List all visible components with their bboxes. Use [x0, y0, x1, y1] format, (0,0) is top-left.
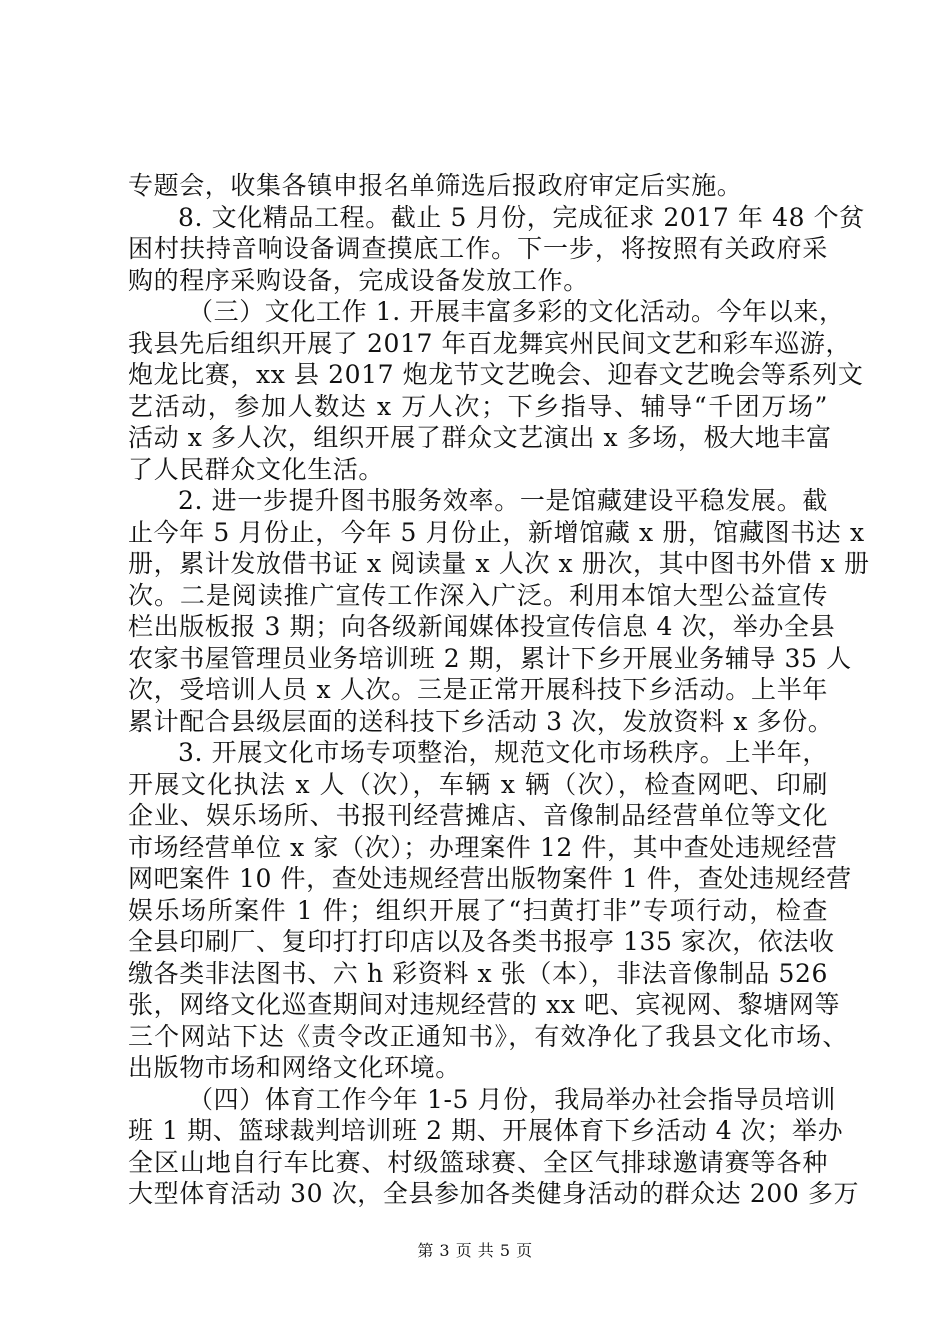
text-line: 次，受培训人员 x 人次。三是正常开展科技下乡活动。上半年 [128, 675, 828, 704]
text-line: 农家书屋管理员业务培训班 2 期，累计下乡开展业务辅导 35 人 [128, 643, 852, 673]
text-line: 次。二是阅读推广宣传工作深入广泛。利用本馆大型公益宣传 [128, 580, 828, 610]
text-line: 栏出版板报 3 期；向各级新闻媒体投宣传信息 4 次，举办全县 [128, 612, 836, 641]
text-line: 三个网站下达《责令改正通知书》，有效净化了我县文化市场、 [128, 1021, 848, 1051]
text-line: （四）体育工作今年 1-5 月份，我局举办社会指导员培训 [188, 1084, 836, 1114]
page-number-footer: 第 3 页 共 5 页 [417, 1241, 533, 1260]
text-line: 活动 x 多人次，组织开展了群众文艺演出 x 多场，极大地丰富 [128, 423, 832, 452]
text-line: 册，累计发放借书证 x 阅读量 x 人次 x 册次，其中图书外借 x 册 [128, 549, 870, 578]
text-line: 炮龙比赛，xx 县 2017 炮龙节文艺晚会、迎春文艺晚会等系列文 [128, 360, 864, 389]
text-line: 累计配合县级层面的送科技下乡活动 3 次，发放资料 x 多份。 [128, 706, 834, 736]
text-line: 网吧案件 10 件，查处违规经营出版物案件 1 件，查处违规经营 [128, 864, 852, 893]
text-line: 班 1 期、篮球裁判培训班 2 期、开展体育下乡活动 4 次；举办 [128, 1116, 844, 1145]
text-line: 了人民群众文化生活。 [128, 454, 385, 484]
text-line: 止今年 5 月份止，今年 5 月份止，新增馆藏 x 册，馆藏图书达 x [128, 517, 865, 547]
text-line: 市场经营单位 x 家（次）；办理案件 12 件，其中查处违规经营 [128, 832, 838, 862]
text-line: 专题会，收集各镇申报名单筛选后报政府审定后实施。 [128, 171, 743, 200]
text-line: 出版物市场和网络文化环境。 [128, 1053, 461, 1082]
document-body [128, 170, 870, 1210]
text-line: 购的程序采购设备，完成设备发放工作。 [128, 265, 589, 295]
text-line: 缴各类非法图书、六 h 彩资料 x 张（本），非法音像制品 526 [128, 958, 828, 988]
text-line: 全区山地自行车比赛、村级篮球赛、全区气排球邀请赛等各种 [128, 1147, 828, 1177]
text-line: 2. 进一步提升图书服务效率。一是馆藏建设平稳发展。截 [178, 486, 828, 515]
text-line: 张，网络文化巡查期间对违规经营的 xx 吧、宾视网、黎塘网等 [128, 990, 841, 1019]
text-line: 艺活动，参加人数达 x 万人次；下乡指导、辅导“千团万场” [128, 391, 828, 421]
text-line: 大型体育活动 30 次，全县参加各类健身活动的群众达 200 多万 [128, 1179, 860, 1208]
text-line: 8. 文化精品工程。截止 5 月份，完成征求 2017 年 48 个贫 [178, 202, 865, 232]
text-line: 娱乐场所案件 1 件；组织开展了“扫黄打非”专项行动，检查 [128, 895, 828, 925]
text-line: 企业、娱乐场所、书报刊经营摊店、音像制品经营单位等文化 [128, 801, 828, 830]
text-line: 3. 开展文化市场专项整治，规范文化市场秩序。上半年， [178, 738, 828, 767]
text-line: 开展文化执法 x 人（次），车辆 x 辆（次），检查网吧、印刷 [128, 769, 828, 799]
text-line: 我县先后组织开展了 2017 年百龙舞宾州民间文艺和彩车巡游， [128, 328, 852, 358]
text-line: 全县印刷厂、复印打打印店以及各类书报亭 135 家次，依法收 [128, 927, 835, 956]
text-line: 困村扶持音响设备调查摸底工作。下一步，将按照有关政府采 [128, 234, 828, 263]
text-line: （三）文化工作 1. 开展丰富多彩的文化活动。今年以来， [188, 297, 845, 326]
